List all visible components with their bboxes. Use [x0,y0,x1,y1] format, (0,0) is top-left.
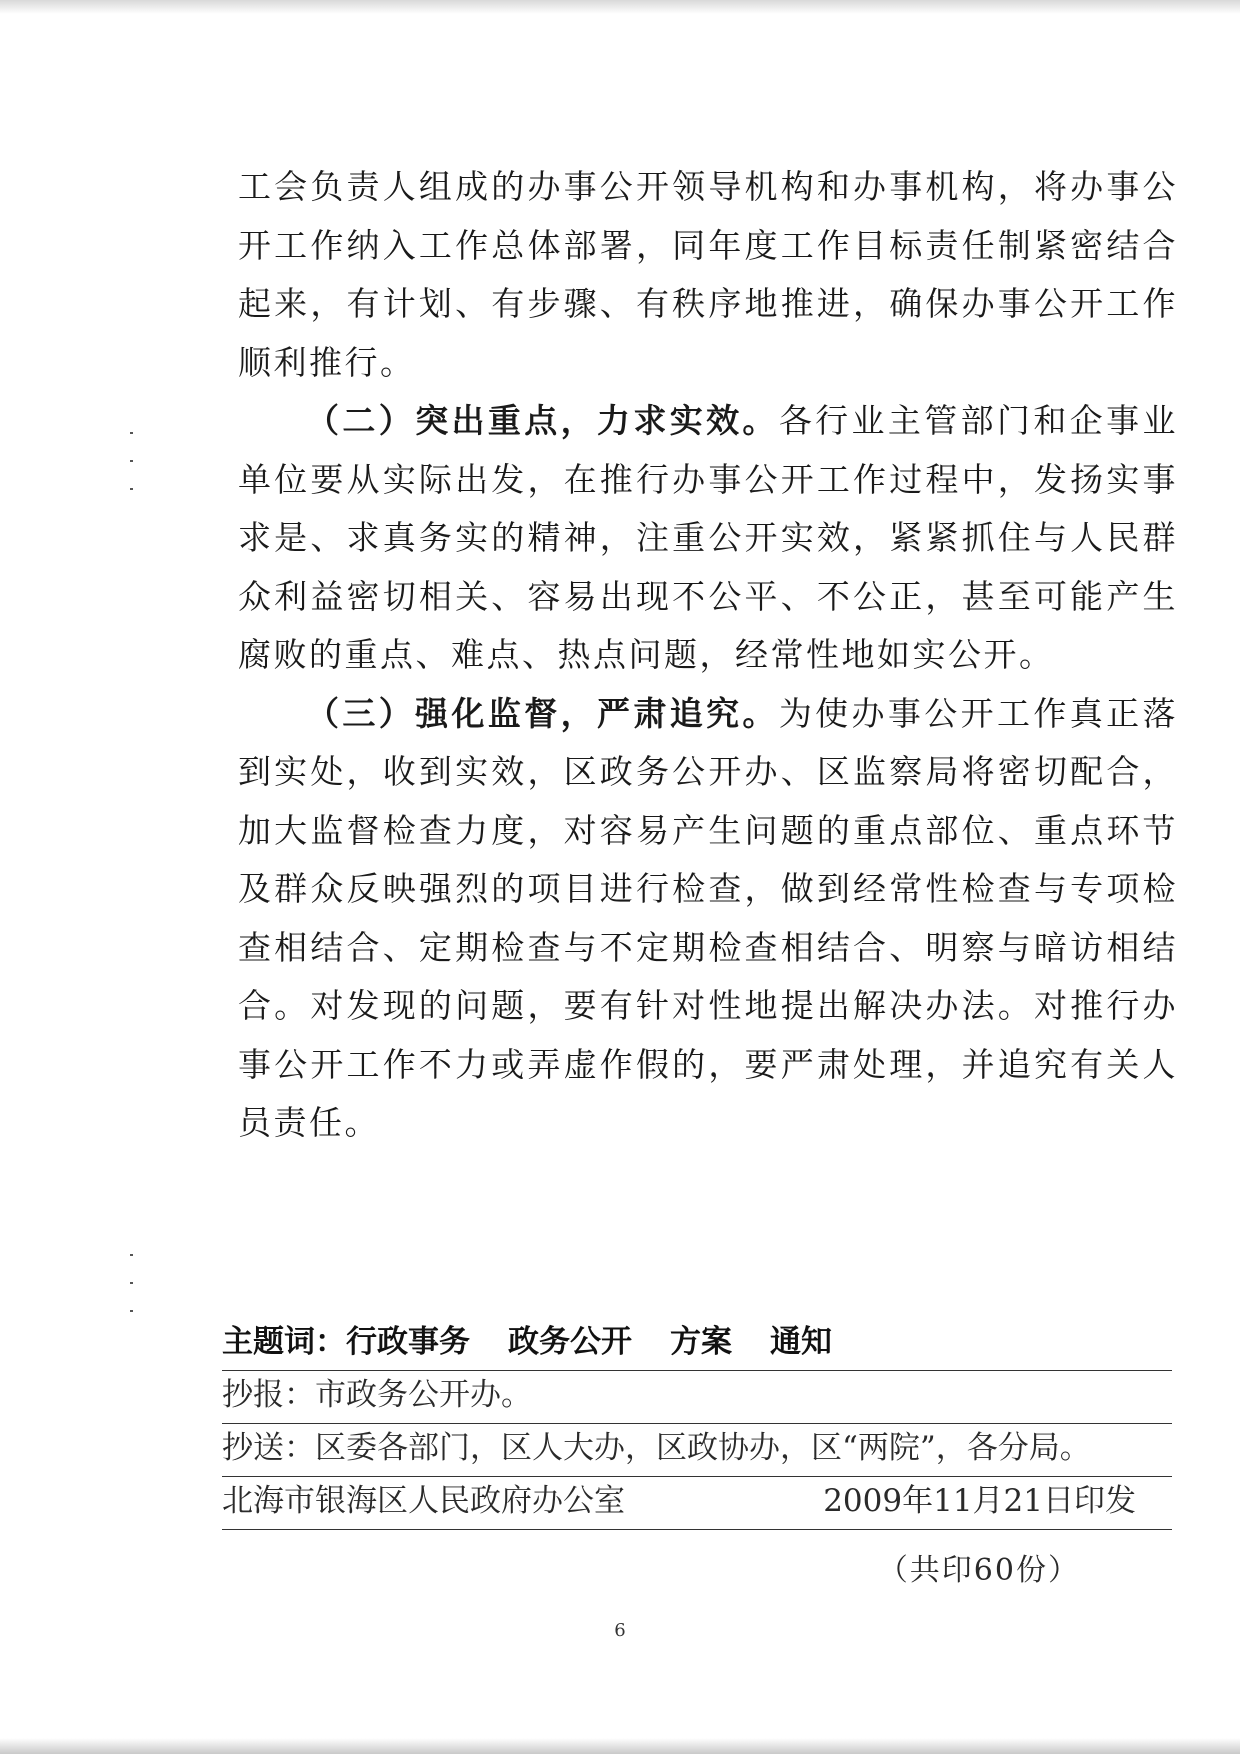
issue-date: 2009年11月21日印发 [823,1483,1136,1519]
page-number: 6 [614,1620,626,1641]
keyword: 通知 [770,1324,832,1359]
binding-marks-upper [130,432,140,516]
report-to-row [222,1371,1172,1424]
keywords-label: 主题词： [222,1324,346,1359]
paragraph-1: 工会负责人组成的办事公开领导机构和办事机构，将办事公开工作纳入工作总体部署，同年度工作目标责任制紧密结合起来，有计划、有步骤、有秩序地推进，确保办事公开工作顺利推行。 [238,167,1178,382]
binding-marks-lower [130,1254,140,1338]
report-to: 抄报：市政务公开办。 [222,1377,532,1413]
issuer: 北海市银海区人民政府办公室 [222,1483,625,1519]
paragraph-2: （二）突出重点，力求实效。各行业主管部门和企事业单位要从实际出发，在推行办事公开工作过程中，发扬实事求是、求真务实的精神，注重公开实效，紧紧抓住与人民群众利益密切相关、容易出现不公平、不公正，甚至可能产生腐败的重点、难点、热点问题，经常性地如实公开。 [238,401,1179,674]
keyword: 行政事务 [346,1324,470,1359]
document-footer [222,1318,1172,1530]
issuer-row [222,1477,1172,1530]
copy-to-row [222,1424,1172,1477]
keyword: 政务公开 [508,1324,632,1359]
copy-to: 抄送：区委各部门，区人大办，区政协办，区“两院”，各分局。 [222,1430,1091,1466]
scan-bottom-edge [0,1738,1240,1754]
print-copies: （共印60份） [877,1553,1080,1588]
scan-top-edge [0,0,1240,14]
keywords-row [222,1318,1172,1371]
body-text [238,158,1178,1153]
keyword: 方案 [670,1324,732,1359]
section-heading-3: （三）强化监督，严肃追究。 [306,693,779,733]
paragraph-3: （三）强化监督，严肃追究。为使办事公开工作真正落到实处，收到实效，区政务公开办、区监察局将密切配合，加大监督检查力度，对容易产生问题的重点部位、重点环节及群众反映强烈的项目进行检查，做到经常性检查与专项检查相结合、定期检查与不定期检查相结合、明察与暗访相结合。对发现的问题，要有针对性地提出解决办法。对推行办事公开工作不力或弄虚作假的，要严肃处理，并追究有关人员责任。 [238,693,1179,1142]
section-heading-2: （二）突出重点，力求实效。 [306,401,779,440]
